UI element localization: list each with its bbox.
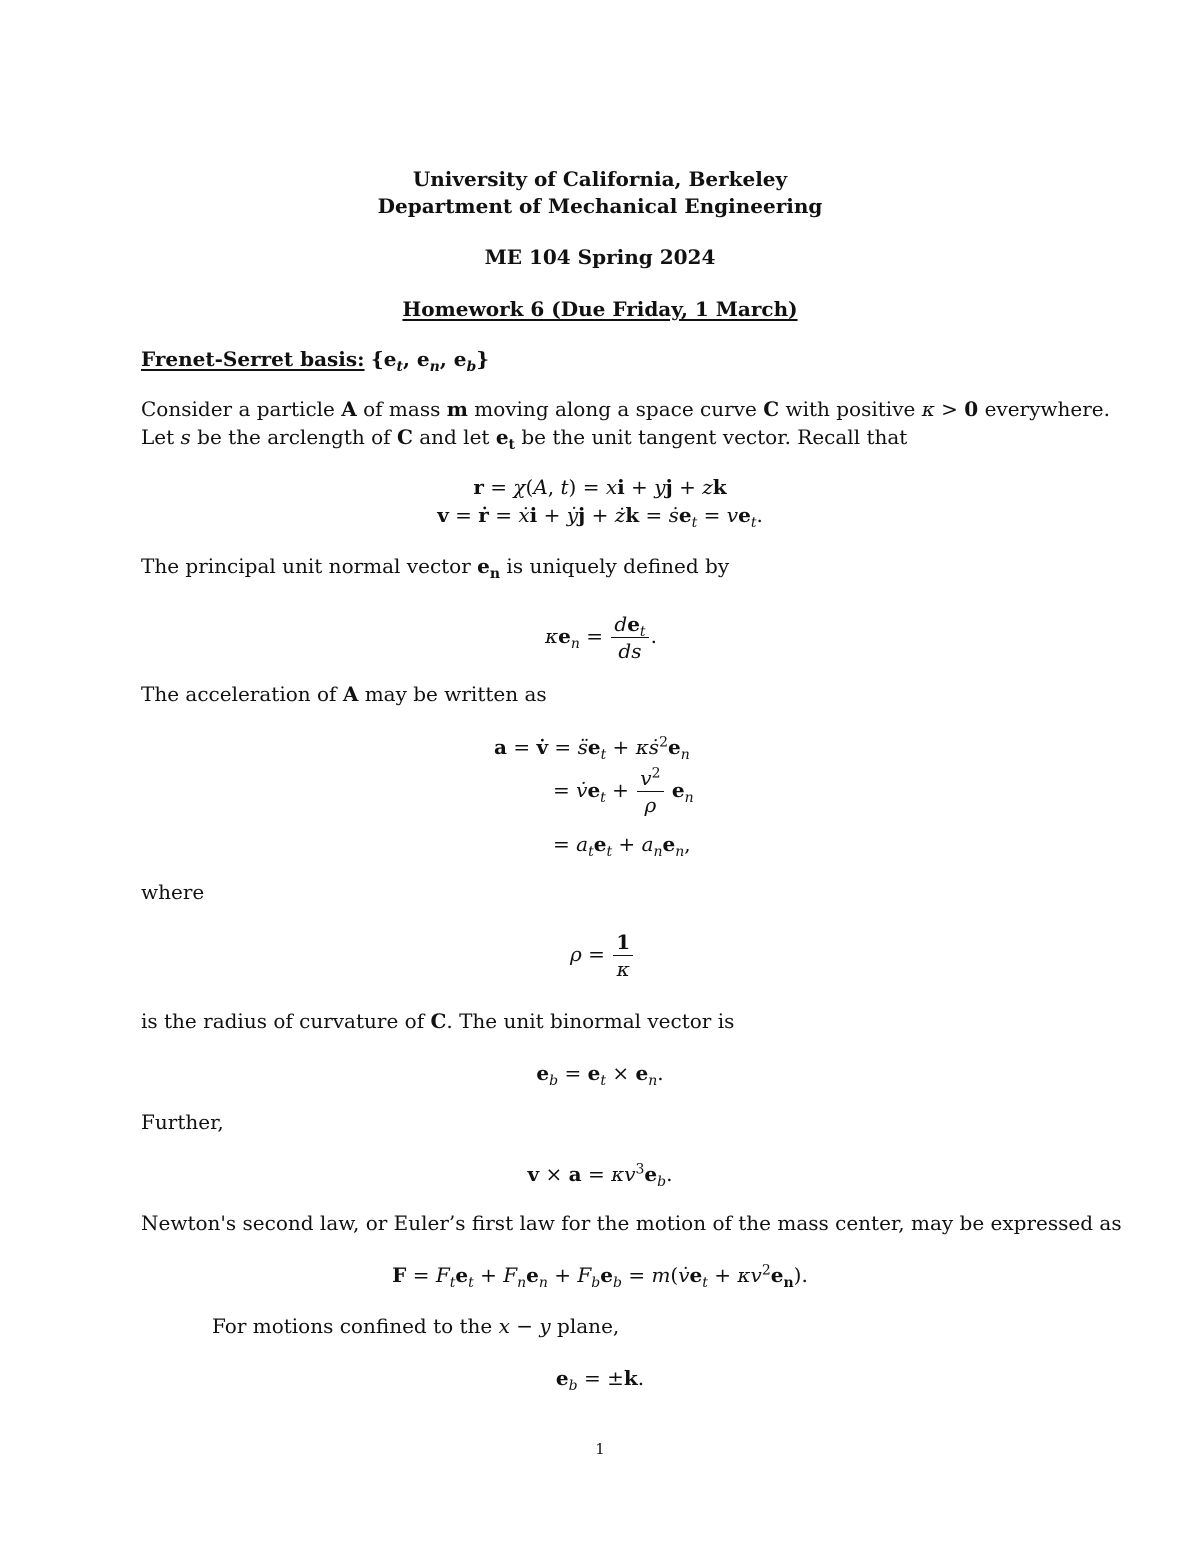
paragraph-1-line-1: Consider a particle A of mass m moving along a space curve C with positive κ > 0 everywhere. xyxy=(141,397,1110,421)
equation-binormal: $e_b = e_t \times e_n$. xyxy=(536,1061,664,1089)
paragraph-where: where xyxy=(141,880,205,904)
paragraph-3: The acceleration of A may be written as xyxy=(141,682,547,706)
homework-title: Homework 6 (Due Friday, 1 March) xyxy=(402,297,798,321)
equation-planar-binormal: $e_b = \pm k$. xyxy=(555,1366,645,1394)
paragraph-5: is the radius of curvature of C. The unit binormal vector is xyxy=(141,1009,735,1033)
fraction-1-kappa: $\frac{1}{\kappa}$ xyxy=(613,930,633,981)
equation-acceleration-3: = $a_te_t + a_ne_n$, xyxy=(553,832,691,860)
section-heading-label: Frenet-Serret basis: xyxy=(141,347,365,371)
equation-position: r = χ(A, t) = xi + yj + zk xyxy=(473,475,727,499)
fraction-v2-rho: $\frac{v^2}{\rho}$ xyxy=(637,766,663,817)
equation-radius: ρ = $\frac{1}{\kappa}$ xyxy=(570,930,635,981)
equation-normal-definition: $\kappa e_n$ = $\frac{de_t}{ds}$ . xyxy=(545,612,657,663)
department-title: Department of Mechanical Engineering xyxy=(377,194,823,218)
equation-cross-product: $v \times a = \kappa v^3e_b$. xyxy=(527,1161,673,1190)
section-heading xyxy=(141,347,490,375)
fraction-det-ds: $\frac{de_t}{ds}$ xyxy=(611,612,648,663)
paragraph-1-line-2: Let s be the arclength of C and let $e_t$ be the unit tangent vector. Recall that xyxy=(141,425,908,453)
paragraph-7: Newton's second law, or Euler’s first law for the motion of the mass center, may be expressed as xyxy=(141,1211,1122,1235)
equation-force: $F = F_te_t + F_ne_n + F_be_b$ = $m(v̇e_t + \kappa v^2e_n)$. xyxy=(392,1262,808,1291)
paragraph-further: Further, xyxy=(141,1110,224,1134)
course-title: ME 104 Spring 2024 xyxy=(484,245,716,269)
page-number: 1 xyxy=(595,1440,605,1458)
basis-set: {$e_t$, $e_n$, $e_b$} xyxy=(370,347,490,375)
equation-velocity: v = ṙ = ẋi + ẏj + żk = ṡe$_t$ = $ve_t$. xyxy=(437,503,763,531)
equation-acceleration-1: a = v̇ = $s̈e_t$ + $\kappa ṡ^2e_n$ xyxy=(494,734,690,763)
paragraph-8: For motions confined to the x − y plane, xyxy=(212,1314,620,1338)
paragraph-2: The principal unit normal vector $e_n$ is uniquely defined by xyxy=(141,554,730,582)
university-title: University of California, Berkeley xyxy=(412,167,788,191)
equation-acceleration-2: = $v̇e_t$ + $\frac{v^2}{\rho}$ $e_n$ xyxy=(553,765,694,817)
